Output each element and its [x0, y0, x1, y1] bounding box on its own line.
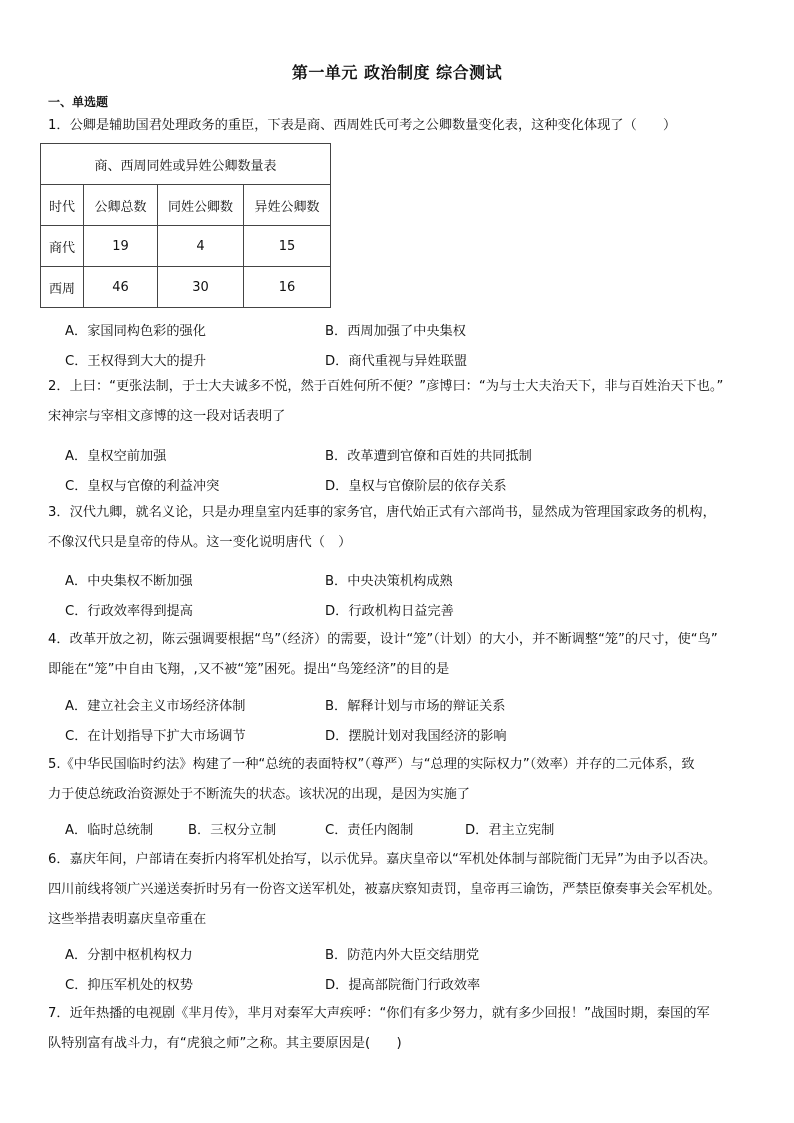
table-header: 公卿总数 [84, 185, 158, 226]
table-cell: 16 [244, 267, 331, 308]
option-a: A．建立社会主义市场经济体制 [65, 699, 246, 714]
table-caption: 商、西周同姓或异姓公卿数量表 [41, 144, 331, 185]
option-c: C．抑压军机处的权势 [65, 978, 193, 993]
q2-stem-line1: 2．上曰：“更张法制，于士大夫诚多不悦，然于百姓何所不便？”彦博曰：“为与士大夫治天下，非与百姓治天下也。” [48, 379, 724, 394]
option-a: A．家国同构色彩的强化 [65, 324, 206, 339]
q7-stem-line2: 队特别富有战斗力，有“虎狼之师”之称。其主要原因是( ) [48, 1036, 402, 1051]
option-a: A．分割中枢机构权力 [65, 948, 193, 963]
q5-stem-line1: 5.《中华民国临时约法》构建了一种“总统的表面特权”（尊严）与“总理的实际权力”（效率）并存的二元体系，致 [48, 757, 695, 772]
option-b: B．改革遭到官僚和百姓的共同抵制 [325, 449, 532, 464]
section-heading: 一、单选题 [48, 95, 109, 109]
option-b: B．三权分立制 [188, 823, 277, 838]
table-cell: 30 [158, 267, 244, 308]
option-b: B．中央决策机构成熟 [325, 574, 453, 589]
q3-stem-line1: 3．汉代九卿，就名义论，只是办理皇室内廷事的家务官，唐代始正式有六部尚书，显然成为管理国家政务的机构， [48, 505, 716, 520]
table-row [41, 267, 331, 308]
table-cell: 4 [158, 226, 244, 267]
table-cell: 46 [84, 267, 158, 308]
option-a: A．临时总统制 [65, 823, 154, 838]
table-cell: 15 [244, 226, 331, 267]
q3-stem-line2: 不像汉代只是皇帝的侍从。这一变化说明唐代（ ） [48, 535, 352, 550]
q5-stem-line2: 力于使总统政治资源处于不断流失的状态。该状况的出现，是因为实施了 [48, 787, 470, 802]
option-c: C．行政效率得到提高 [65, 604, 193, 619]
option-d: D．提高部院衙门行政效率 [325, 978, 481, 993]
table-header: 异姓公卿数 [244, 185, 331, 226]
option-b: B．解释计划与市场的辩证关系 [325, 699, 506, 714]
option-d: D．皇权与官僚阶层的依存关系 [325, 479, 507, 494]
option-d: D．君主立宪制 [465, 823, 555, 838]
option-d: D．商代重视与异姓联盟 [325, 354, 468, 369]
table-header: 同姓公卿数 [158, 185, 244, 226]
option-a: A．中央集权不断加强 [65, 574, 193, 589]
q4-stem-line2: 即能在“笼”中自由飞翔，,又不被“笼”困死。提出“鸟笼经济”的目的是 [48, 662, 450, 677]
q1-stem: 1．公卿是辅助国君处理政务的重臣，下表是商、西周姓氏可考之公卿数量变化表，这种变化体现了（ ） [48, 118, 677, 133]
option-b: B．西周加强了中央集权 [325, 324, 466, 339]
q6-stem-line3: 这些举措表明嘉庆皇帝重在 [48, 912, 207, 927]
option-b: B．防范内外大臣交结朋党 [325, 948, 480, 963]
option-c: C．在计划指导下扩大市场调节 [65, 729, 246, 744]
table-row [41, 226, 331, 267]
q6-stem-line1: 6．嘉庆年间，户部请在奏折内将军机处抬写，以示优异。嘉庆皇帝以“军机处体制与部院衙门无异”为由予以否决。 [48, 852, 717, 867]
option-c: C．责任内阁制 [325, 823, 414, 838]
q4-stem-line1: 4．改革开放之初，陈云强调要根据“鸟”（经济）的需要，设计“笼”（计划）的大小，并不断调整“笼”的尺寸，使“鸟” [48, 632, 718, 647]
q2-stem-line2: 宋神宗与宰相文彦博的这一段对话表明了 [48, 409, 286, 424]
page-title: 第一单元 政治制度 综合测试 [291, 63, 503, 82]
table-cell: 19 [84, 226, 158, 267]
option-a: A．皇权空前加强 [65, 449, 167, 464]
q6-stem-line2: 四川前线将领广兴递送奏折时另有一份咨文送军机处，被嘉庆察知责罚，皇帝再三谕饬，严禁臣僚奏事关会军机处。 [48, 882, 721, 897]
table-header: 时代 [41, 185, 84, 226]
option-c: C．皇权与官僚的利益冲突 [65, 479, 220, 494]
option-d: D．摆脱计划对我国经济的影响 [325, 729, 507, 744]
option-c: C．王权得到大大的提升 [65, 354, 207, 369]
table-cell: 商代 [41, 226, 84, 267]
q1-table [40, 143, 331, 308]
option-d: D．行政机构日益完善 [325, 604, 454, 619]
q7-stem-line1: 7．近年热播的电视剧《芈月传》，芈月对秦军大声疾呼：“你们有多少努力，就有多少回报！”战国时期，秦国的军 [48, 1006, 710, 1021]
table-cell: 西周 [41, 267, 84, 308]
